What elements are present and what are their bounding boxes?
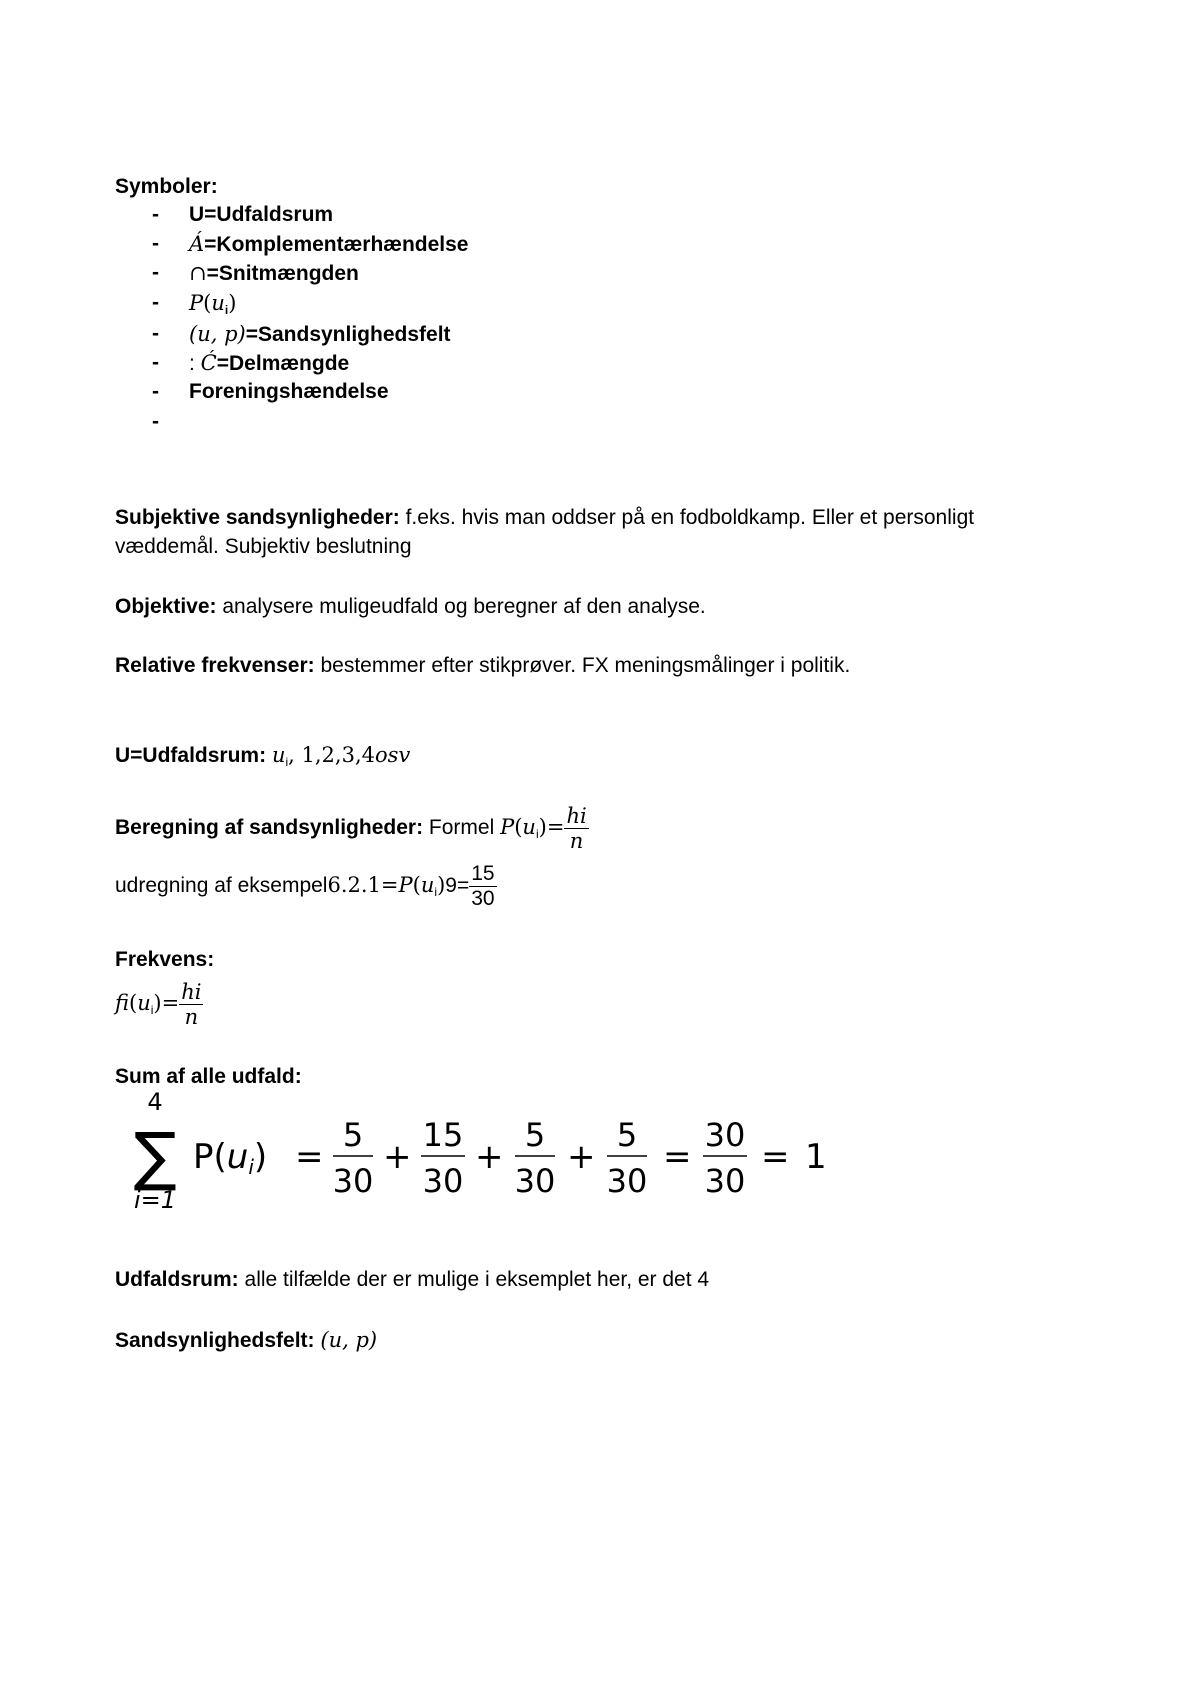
probability-formula-line: Beregning af sandsynligheder: Formel $P(u_i)=$ $\frac{hi}{n}$ (115, 803, 587, 853)
list-dash: - (152, 291, 159, 314)
fraction-denominator: 30 (422, 1162, 464, 1200)
relative-frequencies-paragraph: Relative frekvenser: bestemmer efter stikprøver. FX meningsmålinger i politik. (115, 654, 851, 677)
example-calculation-line: udregning af $eksempel6.2.1=P(u_i)9=$ $\frac{15}{30}$ (115, 861, 495, 910)
list-item-outcome-space: U=Udfaldsrum (189, 203, 334, 226)
outcome-space-line: U=Udfaldsrum: $u_i$, 1,2,3,4osv (115, 743, 411, 769)
list-dash: - (152, 322, 159, 345)
fraction-numerator: 5 (524, 1116, 546, 1154)
list-item-probability: $P(u_i)$ (189, 291, 237, 317)
subjective-paragraph: Subjektive sandsynligheder: f.eks. hvis man oddser på en fodboldkamp. Eller et personligt (115, 506, 975, 529)
list-item-intersection: ∩=Snitmængden (189, 261, 359, 285)
equals-sign: = (663, 1137, 692, 1177)
plus-sign: + (383, 1137, 412, 1177)
fraction-numerator: 5 (616, 1116, 638, 1154)
plus-sign: + (475, 1137, 504, 1177)
fraction-numerator: 30 (704, 1116, 746, 1154)
sigma-symbol: ∑ (133, 1120, 177, 1194)
equals-sign: = (761, 1137, 790, 1177)
equals-sign: = (295, 1137, 324, 1177)
symbols-heading: Symboler: (115, 175, 218, 198)
sum-heading: Sum af alle udfald: (115, 1065, 302, 1088)
list-item-complement: Á=Komplementærhændelse (189, 232, 469, 256)
fraction-numerator: 15 (422, 1116, 464, 1154)
list-dash: - (152, 261, 159, 284)
list-dash: - (152, 232, 159, 255)
sum-upper-limit: 4 (147, 1088, 163, 1116)
list-dash: - (152, 410, 159, 433)
sum-lower-limit: i=1 (133, 1186, 177, 1214)
frequency-heading: Frekvens: (115, 948, 215, 971)
plus-sign: + (567, 1137, 596, 1177)
sum-equation (125, 1088, 845, 1238)
outcome-space-paragraph: Udfaldsrum: alle tilfælde der er mulige i eksemplet her, er det 4 (115, 1268, 710, 1291)
fraction-numerator: 5 (342, 1116, 364, 1154)
fraction-denominator: 30 (606, 1162, 648, 1200)
frequency-fraction: $\frac{hi}{n}$ (181, 979, 202, 1029)
fraction-denominator: 30 (514, 1162, 556, 1200)
list-dash: - (152, 351, 159, 374)
formula-fraction: $\frac{hi}{n}$ (566, 803, 587, 853)
sum-result: 1 (805, 1137, 827, 1177)
fraction-denominator: 30 (704, 1162, 746, 1200)
sum-term-p: P(ui) (193, 1137, 268, 1179)
list-item-subset: : Ć=Delmængde (189, 351, 350, 375)
subjective-paragraph-line2: væddemål. Subjektiv beslutning (115, 535, 412, 558)
example-fraction: $\frac{15}{30}$ (471, 861, 495, 910)
list-item-union: Foreningshændelse (189, 380, 389, 403)
list-dash: - (152, 203, 159, 226)
objective-paragraph: Objektive: analysere muligeudfald og beregner af den analyse. (115, 595, 706, 618)
list-item-probability-field: (u, p)=Sandsynlighedsfelt (189, 322, 451, 346)
probability-field-paragraph: Sandsynlighedsfelt: (u, p) (115, 1328, 378, 1352)
frequency-formula: $fi(u_i)=$ $\frac{hi}{n}$ (115, 979, 202, 1029)
list-dash: - (152, 380, 159, 403)
fraction-denominator: 30 (332, 1162, 374, 1200)
